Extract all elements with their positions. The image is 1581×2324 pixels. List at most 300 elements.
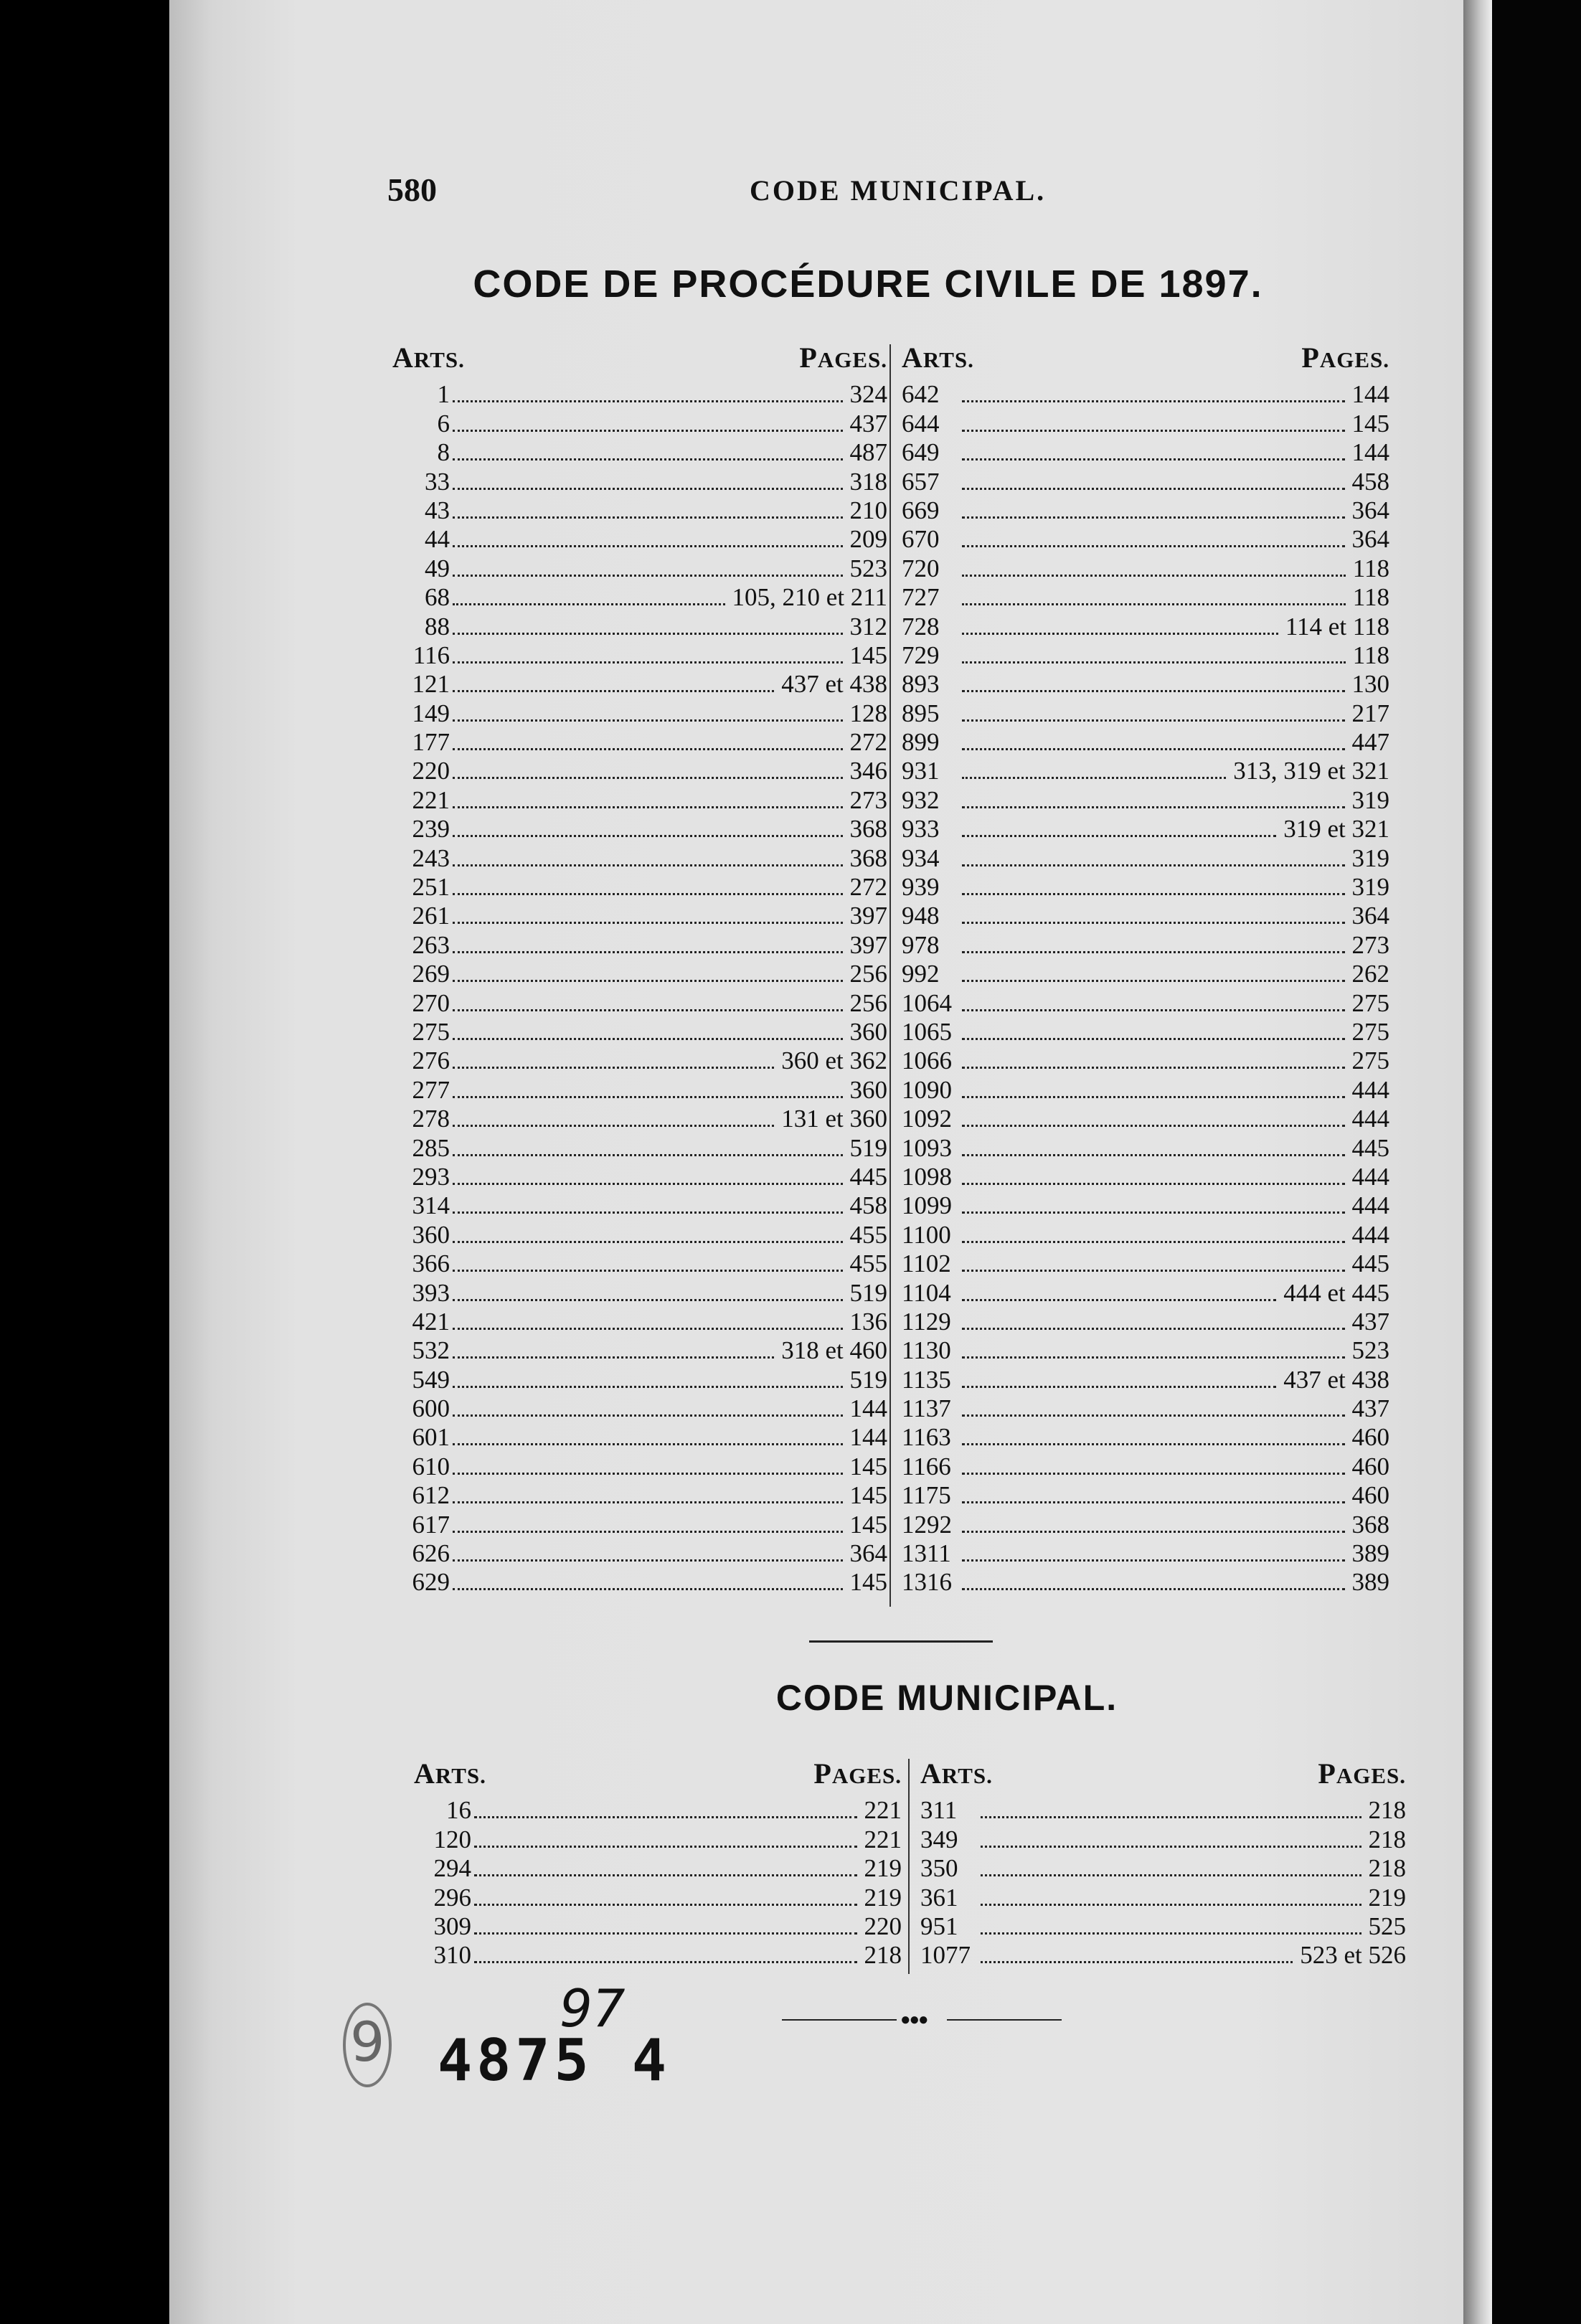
index-row (392, 641, 887, 670)
index-row (392, 1191, 887, 1220)
circled-mark: 9 (343, 2003, 392, 2087)
leader-dots (962, 748, 1345, 750)
index-row (902, 641, 1389, 670)
section-title-procedure-civile: CODE DE PROCÉDURE CIVILE DE 1897. (473, 263, 1263, 306)
leader-dots (962, 1067, 1345, 1069)
article-number: 310 (433, 1941, 471, 1970)
page-reference: 368 (849, 844, 887, 872)
index-row (920, 1796, 1406, 1825)
article-number: 1129 (902, 1307, 951, 1336)
index-row (392, 670, 887, 699)
page-reference: 273 (1351, 930, 1389, 959)
article-number: 275 (412, 1017, 450, 1046)
page-reference: 455 (849, 1220, 887, 1249)
page-reference: 525 (1368, 1912, 1406, 1940)
article-number: 314 (412, 1191, 450, 1220)
leader-dots (962, 951, 1345, 953)
article-number: 149 (412, 699, 450, 727)
article-number: 1292 (902, 1510, 952, 1539)
leader-dots (453, 980, 843, 982)
page-reference: 447 (1351, 728, 1389, 757)
index-row (902, 1250, 1389, 1278)
article-number: 934 (902, 844, 940, 872)
leader-dots (453, 1473, 843, 1475)
article-number: 278 (412, 1105, 450, 1133)
page-reference: 523 (1351, 1336, 1389, 1365)
page-reference: 458 (849, 1191, 887, 1220)
leader-dots (962, 1501, 1345, 1503)
page-reference: 144 (849, 1394, 887, 1423)
article-number: 895 (902, 699, 940, 727)
article-number: 350 (920, 1854, 958, 1883)
column-divider (908, 1759, 910, 1974)
article-number: 1093 (902, 1133, 952, 1162)
article-number: 720 (902, 554, 940, 582)
leader-dots (453, 1531, 843, 1533)
leader-dots (453, 430, 843, 432)
leader-dots (962, 719, 1345, 722)
leader-dots (453, 951, 843, 953)
pages-label: PAGES. (813, 1757, 902, 1790)
index-row (392, 525, 887, 554)
page-reference: 368 (849, 815, 887, 844)
page-reference: 128 (849, 699, 887, 727)
index-row (392, 467, 887, 496)
leader-dots (962, 1473, 1345, 1475)
page-reference: 444 et 445 (1283, 1278, 1389, 1307)
article-number: 612 (412, 1481, 450, 1510)
leader-dots (474, 1816, 857, 1818)
leader-dots (453, 1501, 843, 1503)
leader-dots (962, 1125, 1345, 1127)
index-row (414, 1796, 902, 1825)
leader-dots (962, 835, 1276, 837)
index-row (392, 1568, 887, 1597)
article-number: 309 (433, 1912, 471, 1940)
index-row (902, 1018, 1389, 1047)
index-row (920, 1941, 1406, 1970)
leader-dots (962, 1386, 1276, 1388)
leader-dots (962, 893, 1345, 895)
article-number: 239 (412, 815, 450, 844)
leader-dots (453, 400, 843, 402)
leader-dots (453, 1183, 843, 1185)
leader-dots (474, 1961, 857, 1963)
leader-dots (474, 1904, 857, 1906)
index-row (392, 1452, 887, 1480)
page-reference: 437 (1351, 1307, 1389, 1336)
leader-dots (453, 806, 843, 808)
leader-dots (453, 488, 843, 490)
page-reference: 445 (1351, 1250, 1389, 1278)
leader-dots (453, 1559, 843, 1562)
page-reference: 319 (1351, 844, 1389, 872)
leader-dots (981, 1874, 1361, 1876)
index-row (902, 1133, 1389, 1162)
index-row (392, 1105, 887, 1133)
leader-dots (453, 1386, 843, 1388)
index-row (392, 785, 887, 814)
page-reference: 218 (1368, 1854, 1406, 1883)
page-reference: 273 (849, 785, 887, 814)
leader-dots (962, 1531, 1345, 1533)
article-number: 270 (412, 988, 450, 1017)
article-number: 261 (412, 902, 450, 930)
index-row (392, 988, 887, 1017)
leader-dots (962, 777, 1226, 779)
article-number: 617 (412, 1510, 450, 1539)
article-number: 948 (902, 902, 940, 930)
page-reference: 145 (849, 1452, 887, 1480)
index-row (392, 728, 887, 757)
leader-dots (962, 1559, 1345, 1562)
leader-dots (962, 661, 1346, 663)
page-reference: 275 (1351, 988, 1389, 1017)
leader-dots (453, 1009, 843, 1011)
article-number: 243 (412, 844, 450, 872)
leader-dots (453, 458, 843, 460)
page-reference: 313, 319 et 321 (1233, 757, 1389, 785)
index-row (902, 930, 1389, 959)
index-row (902, 1568, 1389, 1597)
page-reference: 523 et 526 (1300, 1941, 1406, 1970)
arts-label: ARTS. (902, 341, 974, 374)
article-number: 33 (425, 467, 450, 496)
page-reference: 360 (849, 1017, 887, 1046)
leader-dots (962, 400, 1345, 402)
leader-dots (453, 1414, 843, 1417)
article-number: 1092 (902, 1105, 952, 1133)
index-row (392, 844, 887, 872)
pages-label: PAGES. (1318, 1757, 1406, 1790)
article-number: 49 (425, 554, 450, 582)
leader-dots (453, 893, 843, 895)
page-reference: 219 (1368, 1883, 1406, 1912)
page-reference: 219 (864, 1854, 902, 1883)
column-header (392, 343, 887, 380)
page-reference: 487 (849, 438, 887, 467)
index-row (902, 1510, 1389, 1539)
municipal-column-right (920, 1759, 1406, 1970)
page-reference: 219 (864, 1883, 902, 1912)
article-number: 269 (412, 960, 450, 988)
index-row (392, 902, 887, 930)
leader-dots (474, 1932, 857, 1935)
article-number: 532 (412, 1336, 450, 1365)
page-reference: 130 (1351, 670, 1389, 699)
page-reference: 220 (864, 1912, 902, 1940)
leader-dots (453, 1241, 843, 1243)
index-row (392, 873, 887, 902)
index-row (902, 496, 1389, 525)
page-reference: 210 (849, 496, 887, 524)
article-number: 8 (437, 438, 450, 467)
running-title: CODE MUNICIPAL. (750, 174, 1047, 207)
index-row (392, 1133, 887, 1162)
leader-dots (453, 690, 774, 692)
article-number: 1102 (902, 1250, 951, 1278)
section-separator (809, 1640, 993, 1643)
leader-dots (453, 661, 843, 663)
page-reference: 364 (1351, 496, 1389, 524)
index-row (920, 1912, 1406, 1941)
article-number: 670 (902, 525, 940, 554)
index-row (902, 467, 1389, 496)
page-reference: 275 (1351, 1047, 1389, 1075)
index-row (902, 1394, 1389, 1423)
article-number: 600 (412, 1394, 450, 1423)
article-number: 6 (437, 409, 450, 438)
index-row (902, 873, 1389, 902)
page-reference: 360 (849, 1075, 887, 1104)
article-number: 626 (412, 1539, 450, 1568)
index-row (392, 960, 887, 988)
article-number: 68 (425, 583, 450, 612)
index-row (392, 1250, 887, 1278)
index-row (902, 1308, 1389, 1336)
article-number: 899 (902, 728, 940, 757)
article-number: 285 (412, 1133, 450, 1162)
page-reference: 360 et 362 (781, 1047, 887, 1075)
index-row (392, 1336, 887, 1365)
article-number: 933 (902, 815, 940, 844)
page-reference: 131 et 360 (781, 1105, 887, 1133)
article-number: 44 (425, 525, 450, 554)
page-reference: 444 (1351, 1162, 1389, 1191)
index-row (392, 757, 887, 785)
index-row (392, 815, 887, 844)
leader-dots (453, 516, 843, 519)
article-number: 277 (412, 1075, 450, 1104)
index-row (392, 1394, 887, 1423)
index-row (392, 409, 887, 438)
index-row (902, 902, 1389, 930)
page-reference: 519 (849, 1365, 887, 1394)
page-reference: 519 (849, 1133, 887, 1162)
index-row (392, 554, 887, 582)
page-reference: 389 (1351, 1539, 1389, 1568)
index-row (414, 1941, 902, 1970)
article-number: 393 (412, 1278, 450, 1307)
section-title-code-municipal: CODE MUNICIPAL. (775, 1678, 1118, 1718)
leader-dots (962, 516, 1345, 519)
arts-label: ARTS. (414, 1757, 486, 1790)
index-row (902, 757, 1389, 785)
article-number: 1137 (902, 1394, 951, 1423)
page-reference: 444 (1351, 1075, 1389, 1104)
page-reference: 312 (849, 612, 887, 641)
index-row (392, 1278, 887, 1307)
article-number: 1099 (902, 1191, 952, 1220)
article-number: 116 (412, 641, 450, 669)
article-number: 361 (920, 1883, 958, 1912)
index-row (414, 1854, 902, 1883)
page-reference: 319 et 321 (1283, 815, 1389, 844)
index-row (902, 1163, 1389, 1191)
index-row (902, 1481, 1389, 1510)
page-reference: 437 (849, 409, 887, 438)
page-reference: 118 (1352, 554, 1389, 582)
leader-dots (962, 488, 1345, 490)
article-number: 649 (902, 438, 940, 467)
index-row (392, 1423, 887, 1452)
article-number: 893 (902, 670, 940, 699)
leader-dots (962, 1299, 1276, 1301)
leader-dots (453, 922, 843, 924)
index-row (392, 1481, 887, 1510)
index-row (902, 1365, 1389, 1394)
index-row (920, 1883, 1406, 1912)
article-number: 992 (902, 960, 940, 988)
page-reference: 444 (1351, 1105, 1389, 1133)
index-row (392, 1075, 887, 1104)
leader-dots (453, 545, 843, 547)
article-number: 1090 (902, 1075, 952, 1104)
index-row (920, 1854, 1406, 1883)
index-row (392, 380, 887, 409)
leader-dots (453, 1356, 774, 1359)
article-number: 276 (412, 1047, 450, 1075)
page-reference: 445 (849, 1162, 887, 1191)
article-number: 360 (412, 1220, 450, 1249)
page-reference: 144 (1351, 380, 1389, 409)
leader-dots (453, 1211, 843, 1214)
article-number: 88 (425, 612, 450, 641)
page-reference: 389 (1351, 1568, 1389, 1597)
article-number: 1065 (902, 1017, 952, 1046)
index-row (392, 1510, 887, 1539)
index-row (902, 1336, 1389, 1365)
page-reference: 364 (849, 1539, 887, 1568)
index-column-right (902, 343, 1389, 1597)
page-reference: 262 (1351, 960, 1389, 988)
article-number: 1316 (902, 1568, 952, 1597)
index-row (392, 438, 887, 467)
article-number: 932 (902, 785, 940, 814)
index-row (902, 670, 1389, 699)
page-reference: 364 (1351, 525, 1389, 554)
leader-dots (453, 1299, 843, 1301)
leader-dots (453, 777, 843, 779)
article-number: 1064 (902, 988, 952, 1017)
page-reference: 136 (849, 1307, 887, 1336)
leader-dots (962, 1588, 1345, 1590)
leader-dots (962, 1356, 1345, 1359)
leader-dots (981, 1846, 1361, 1848)
leader-dots (962, 1241, 1345, 1243)
arts-label: ARTS. (392, 341, 465, 374)
page-reference: 114 et 118 (1285, 612, 1389, 641)
index-row (902, 380, 1389, 409)
leader-dots (962, 430, 1345, 432)
article-number: 729 (902, 641, 940, 669)
article-number: 421 (412, 1307, 450, 1336)
index-row (902, 1105, 1389, 1133)
index-row (392, 699, 887, 727)
page-reference: 256 (849, 988, 887, 1017)
pages-label: PAGES. (1301, 341, 1389, 374)
page-reference: 218 (864, 1941, 902, 1970)
article-number: 16 (446, 1796, 471, 1825)
page-reference: 118 (1352, 583, 1389, 612)
page-reference: 397 (849, 902, 887, 930)
column-header (414, 1759, 902, 1796)
page-reference: 444 (1351, 1191, 1389, 1220)
leader-dots (962, 633, 1278, 635)
page-reference: 437 (1351, 1394, 1389, 1423)
article-number: 1175 (902, 1481, 951, 1510)
page-reference: 272 (849, 873, 887, 902)
page-reference: 445 (1351, 1133, 1389, 1162)
leader-dots (474, 1846, 857, 1848)
leader-dots (962, 1009, 1345, 1011)
leader-dots (453, 864, 843, 866)
leader-dots (453, 1443, 843, 1445)
leader-dots (962, 545, 1345, 547)
article-number: 311 (920, 1796, 958, 1825)
article-number: 657 (902, 467, 940, 496)
page-reference: 460 (1351, 1481, 1389, 1510)
article-number: 931 (902, 757, 940, 785)
leader-dots (962, 922, 1345, 924)
page-reference: 319 (1351, 873, 1389, 902)
page-reference: 118 (1352, 641, 1389, 669)
article-number: 644 (902, 409, 940, 438)
article-number: 978 (902, 930, 940, 959)
article-number: 1100 (902, 1220, 951, 1249)
index-row (392, 1220, 887, 1249)
page-reference: 144 (849, 1423, 887, 1452)
index-row (902, 612, 1389, 641)
article-number: 251 (412, 873, 450, 902)
page-reference: 368 (1351, 1510, 1389, 1539)
article-number: 1135 (902, 1365, 951, 1394)
scan-border (1492, 0, 1581, 2324)
article-number: 120 (433, 1825, 471, 1853)
end-ornament: ●●● (782, 2013, 1062, 2027)
leader-dots (962, 806, 1345, 808)
leader-dots (962, 603, 1346, 605)
leader-dots (962, 1038, 1345, 1040)
article-number: 728 (902, 612, 940, 641)
leader-dots (981, 1816, 1361, 1818)
leader-dots (962, 1096, 1345, 1098)
page-reference: 318 et 460 (781, 1336, 887, 1365)
article-number: 549 (412, 1365, 450, 1394)
page-reference: 145 (849, 1510, 887, 1539)
leader-dots (453, 1328, 843, 1330)
index-row (392, 1539, 887, 1568)
article-number: 121 (412, 670, 450, 699)
index-row (392, 612, 887, 641)
index-row (902, 844, 1389, 872)
page-reference: 275 (1351, 1017, 1389, 1046)
page-reference: 319 (1351, 785, 1389, 814)
leader-dots (453, 1096, 843, 1098)
page-reference: 324 (849, 380, 887, 409)
page-reference: 221 (864, 1796, 902, 1825)
column-header (920, 1759, 1406, 1796)
article-number: 727 (902, 583, 940, 612)
page-number: 580 (387, 171, 437, 208)
page-reference: 460 (1351, 1423, 1389, 1452)
leader-dots (453, 633, 843, 635)
index-row (920, 1825, 1406, 1853)
page-reference: 145 (1351, 409, 1389, 438)
index-row (902, 960, 1389, 988)
page-reference: 209 (849, 525, 887, 554)
article-number: 366 (412, 1250, 450, 1278)
